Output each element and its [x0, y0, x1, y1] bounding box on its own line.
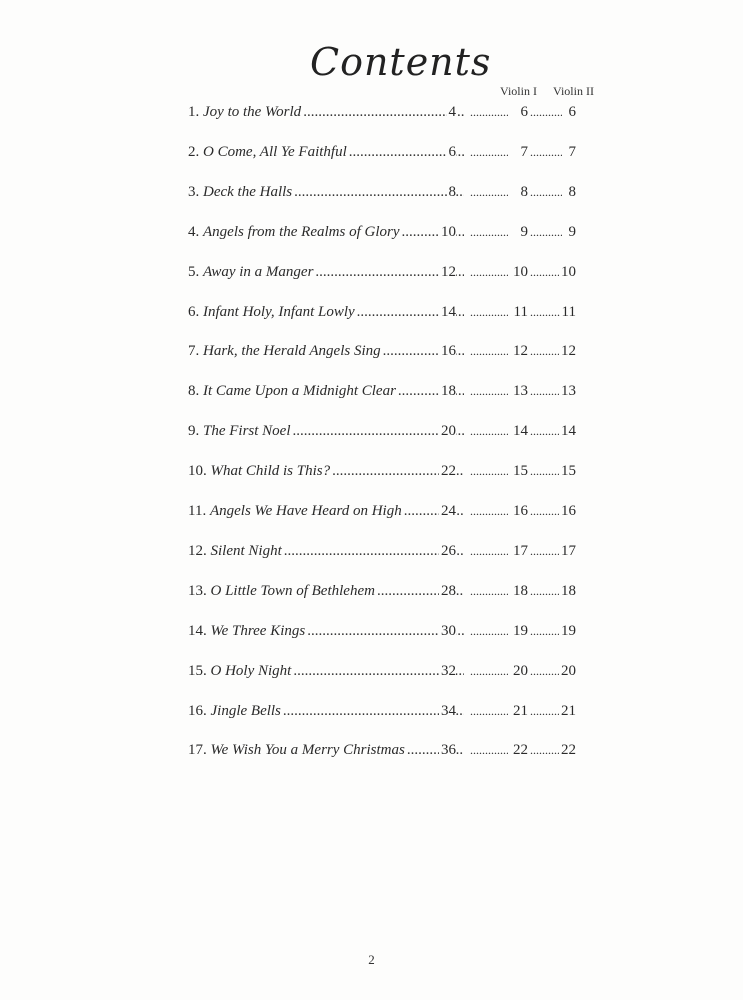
toc-entry-leader: [188, 300, 464, 324]
toc-entry-name: Deck the Halls: [203, 184, 293, 200]
toc-entry-leader: [188, 419, 464, 443]
toc-entry-violin-2-page: 8: [567, 180, 577, 204]
leader-dots: [530, 140, 562, 164]
toc-entry[interactable]: [188, 180, 576, 204]
toc-entry-score-page: 14: [439, 300, 456, 324]
toc-entry-number: 11.: [188, 503, 207, 519]
toc-entry-violin-1-page: 22: [513, 742, 528, 758]
toc-entry-leader: [188, 738, 464, 762]
toc-entry-leader: [188, 140, 464, 164]
toc-entry-leader: [188, 260, 464, 284]
leader-dots: [470, 659, 508, 683]
leader-dots: [470, 140, 508, 164]
toc-entry-title: [188, 304, 357, 320]
toc-entry-score-page: 12: [439, 260, 456, 284]
leader-dots: [530, 300, 562, 324]
toc-entry-name: Silent Night: [210, 543, 282, 559]
toc-entry-violin-1-page: 13: [513, 383, 528, 399]
leader-dots: [470, 539, 508, 563]
toc-entry-score-page: 18: [439, 379, 456, 403]
toc-entry-violin-2-page: 16: [559, 499, 576, 523]
toc-entry-score-page: 24: [439, 499, 456, 523]
leader-dots: [470, 339, 508, 363]
toc-entry-score-page: 26: [439, 539, 456, 563]
toc-entry-score-page: 30: [439, 619, 456, 643]
toc-entry-score-page: 8: [447, 180, 457, 204]
toc-entry-violin-2-page: 20: [559, 659, 576, 683]
toc-entry-score-page: 22: [439, 459, 456, 483]
leader-dots: [530, 180, 562, 204]
leader-dots: [530, 738, 562, 762]
leader-dots: [470, 220, 508, 244]
toc-entry-number: 8.: [188, 383, 200, 399]
toc-entry-name: O Come, All Ye Faithful: [203, 144, 347, 160]
toc-entry-violin-2-page: 14: [559, 419, 576, 443]
toc-entry-violin-1-page: 12: [513, 343, 528, 359]
toc-entry-violin-1-page: 21: [513, 703, 528, 719]
leader-dots: [530, 619, 562, 643]
toc-entry-score-page: 10: [439, 220, 456, 244]
toc-entry-leader: [188, 180, 464, 204]
toc-entry-title: [188, 463, 332, 479]
toc-entry-name: Hark, the Herald Angels Sing: [203, 343, 381, 359]
toc-entry-violin-1-page: 8: [520, 184, 528, 200]
column-header-violin-1: Violin I: [500, 84, 537, 98]
toc-entry-number: 6.: [188, 304, 200, 320]
toc-entry-score-page: 34: [439, 699, 456, 723]
toc-entry-title: [188, 144, 349, 160]
toc-entry-number: 9.: [188, 423, 200, 439]
page-number: 2: [368, 952, 375, 967]
toc-entry-leader: [188, 579, 464, 603]
leader-dots: [530, 699, 562, 723]
toc-entry-title: [188, 543, 284, 559]
toc-entry-name: Angels from the Realms of Glory: [203, 224, 400, 240]
toc-entry[interactable]: [188, 379, 576, 403]
toc-entry-number: 4.: [188, 224, 200, 240]
leader-dots: [470, 180, 508, 204]
toc-entry-violin-2-page: 10: [559, 260, 576, 284]
toc-entry-name: Infant Holy, Infant Lowly: [203, 304, 355, 320]
toc-entry[interactable]: [188, 699, 576, 723]
toc-entry-violin-2-page: 13: [559, 379, 576, 403]
leader-dots: [470, 379, 508, 403]
leader-dots: [530, 539, 562, 563]
toc-entry-name: We Wish You a Merry Christmas: [210, 742, 405, 758]
toc-entry-violin-1-page: 20: [513, 663, 528, 679]
toc-entry-title: [188, 663, 293, 679]
toc-entry-leader: [188, 379, 464, 403]
toc-entry-name: Joy to the World: [203, 104, 302, 120]
toc-entry-title: [188, 703, 283, 719]
toc-entry-violin-1-page: 19: [513, 623, 528, 639]
leader-dots: [530, 260, 562, 284]
toc-entry[interactable]: [188, 539, 576, 563]
toc-entry-title: [188, 503, 404, 519]
toc-entry-violin-1-page: 11: [513, 304, 528, 320]
toc-entry-number: 13.: [188, 583, 207, 599]
toc-entry[interactable]: [188, 659, 576, 683]
toc-entry-title: [188, 623, 307, 639]
toc-entry-number: 2.: [188, 144, 200, 160]
toc-entry[interactable]: [188, 619, 576, 643]
leader-dots: [530, 579, 562, 603]
leader-dots: [470, 300, 508, 324]
leader-dots: [530, 339, 562, 363]
toc-entry-score-page: 32: [439, 659, 456, 683]
toc-entry[interactable]: [188, 339, 576, 363]
leader-dots: [470, 419, 508, 443]
toc-entry-leader: [188, 100, 464, 124]
toc-entry-violin-1-page: 10: [513, 264, 528, 280]
toc-entry[interactable]: [188, 220, 576, 244]
toc-entry-number: 16.: [188, 703, 207, 719]
toc-entry-violin-1-page: 15: [513, 463, 528, 479]
toc-entry-name: Angels We Have Heard on High: [209, 503, 402, 519]
toc-entry-leader: [188, 459, 464, 483]
toc-entry-number: 3.: [188, 184, 200, 200]
toc-entry-violin-2-page: 7: [567, 140, 577, 164]
toc-entry-number: 1.: [188, 104, 200, 120]
toc-entry-leader: [188, 220, 464, 244]
toc-entry-title: [188, 583, 377, 599]
toc-entry-score-page: 16: [439, 339, 456, 363]
toc-entry-score-page: 36: [439, 738, 456, 762]
toc-entry-number: 14.: [188, 623, 207, 639]
leader-dots: [470, 619, 508, 643]
toc-entry-number: 17.: [188, 742, 207, 758]
toc-entry-leader: [188, 539, 464, 563]
leader-dots: [470, 100, 508, 124]
toc-entry-name: Away in a Manger: [203, 264, 314, 280]
toc-entry[interactable]: [188, 100, 576, 124]
toc-entry[interactable]: [188, 738, 576, 762]
leader-dots: [470, 579, 508, 603]
toc-entry-violin-2-page: 21: [559, 699, 576, 723]
toc-entry-violin-2-page: 12: [559, 339, 576, 363]
toc-entry[interactable]: [188, 140, 576, 164]
toc-entry[interactable]: [188, 419, 576, 443]
toc-entry-name: Jingle Bells: [210, 703, 281, 719]
toc-entry[interactable]: [188, 459, 576, 483]
toc-entry-name: It Came Upon a Midnight Clear: [203, 383, 396, 399]
column-header-violin-2: Violin II: [553, 84, 594, 98]
toc-entry-number: 12.: [188, 543, 207, 559]
toc-entry-violin-2-page: 6: [567, 100, 577, 124]
toc-entry-violin-2-page: 17: [559, 539, 576, 563]
leader-dots: [470, 699, 508, 723]
toc-entry-title: [188, 343, 383, 359]
toc-entry-violin-2-page: 18: [559, 579, 576, 603]
toc-entry-violin-1-page: 16: [513, 503, 528, 519]
toc-entry-number: 7.: [188, 343, 200, 359]
toc-entry-name: We Three Kings: [210, 623, 306, 639]
leader-dots: [530, 220, 562, 244]
toc-entry-violin-2-page: 15: [559, 459, 576, 483]
toc-entry-number: 10.: [188, 463, 207, 479]
toc-entry-name: What Child is This?: [210, 463, 331, 479]
toc-entry-score-page: 6: [447, 140, 457, 164]
toc-entry-number: 15.: [188, 663, 207, 679]
toc-entry-leader: [188, 499, 464, 523]
toc-entry-violin-2-page: 19: [559, 619, 576, 643]
toc-entry-title: [188, 423, 293, 439]
toc-entry-violin-1-page: 9: [520, 224, 528, 240]
toc-entry[interactable]: [188, 300, 576, 324]
toc-entry[interactable]: [188, 260, 576, 284]
toc-entry-title: [188, 264, 315, 280]
toc-entry-violin-1-page: 14: [513, 423, 528, 439]
toc-entry-name: O Holy Night: [210, 663, 292, 679]
toc-entry-name: O Little Town of Bethlehem: [210, 583, 375, 599]
toc-entry-number: 5.: [188, 264, 200, 280]
toc-entry-title: [188, 104, 303, 120]
toc-entry-score-page: 4: [447, 100, 457, 124]
leader-dots: [470, 260, 508, 284]
leader-dots: [530, 659, 562, 683]
toc-entry-violin-2-page: 11: [560, 300, 576, 324]
toc-entry-violin-1-page: 7: [520, 144, 528, 160]
toc-entry-leader: [188, 339, 464, 363]
page-title: Contents: [310, 40, 492, 84]
toc-entry-violin-1-page: 18: [513, 583, 528, 599]
leader-dots: [530, 419, 562, 443]
toc-entry-score-page: 20: [439, 419, 456, 443]
toc-entry-score-page: 28: [439, 579, 456, 603]
toc-entry-violin-2-page: 22: [559, 738, 576, 762]
leader-dots: [530, 379, 562, 403]
toc-entry-leader: [188, 659, 464, 683]
leader-dots: [530, 499, 562, 523]
toc-entry[interactable]: [188, 499, 576, 523]
toc-entry-title: [188, 383, 398, 399]
toc-entry-violin-1-page: 6: [520, 104, 528, 120]
leader-dots: [470, 738, 508, 762]
leader-dots: [470, 459, 508, 483]
toc-entry-title: [188, 742, 407, 758]
toc-entry-title: [188, 184, 294, 200]
toc-entry-violin-2-page: 9: [567, 220, 577, 244]
toc-entry[interactable]: [188, 579, 576, 603]
toc-entry-leader: [188, 619, 464, 643]
toc-entry-name: The First Noel: [203, 423, 291, 439]
toc-entry-title: [188, 224, 402, 240]
leader-dots: [530, 100, 562, 124]
leader-dots: [530, 459, 562, 483]
leader-dots: [470, 499, 508, 523]
toc-entry-leader: [188, 699, 464, 723]
toc-entry-violin-1-page: 17: [513, 543, 528, 559]
